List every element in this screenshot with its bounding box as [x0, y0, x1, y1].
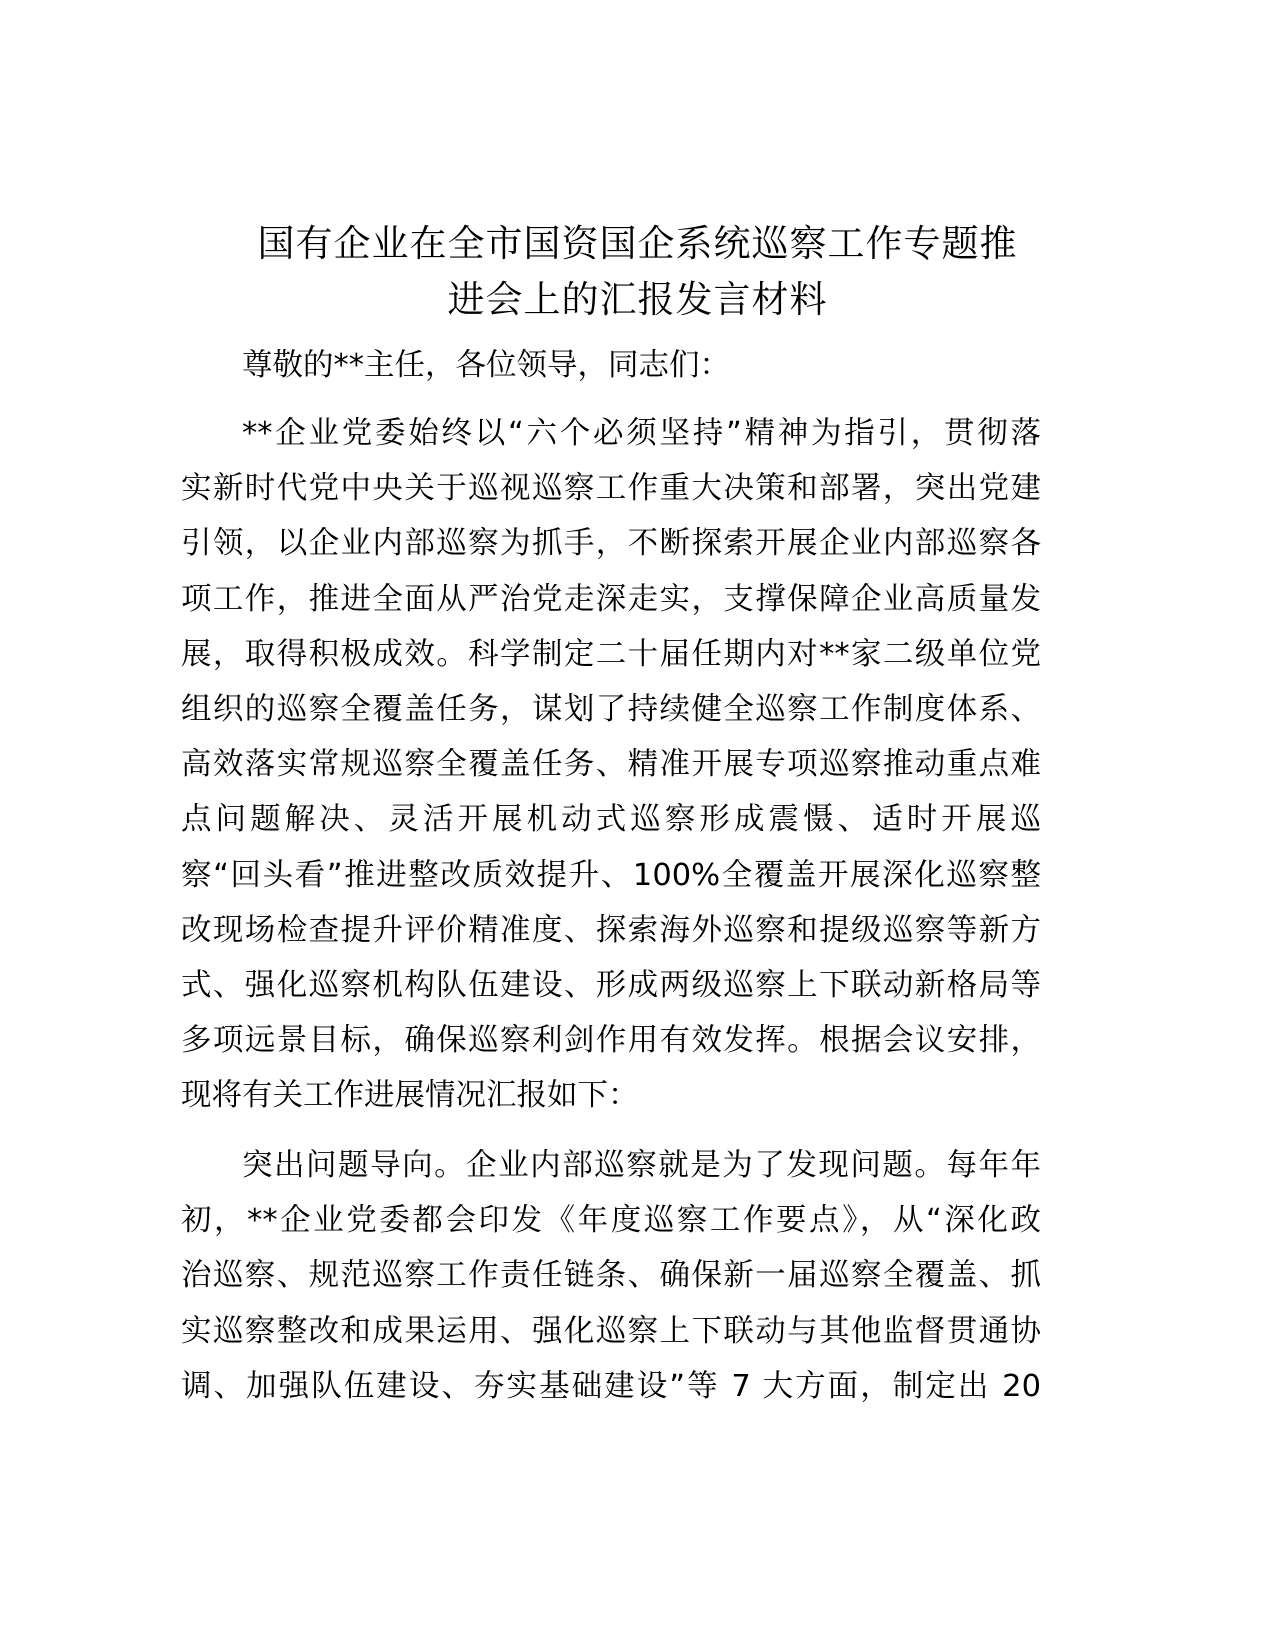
paragraph-line: 突出问题导向。企业内部巡察就是为了发现问题。每年年 [242, 1148, 1041, 1183]
paragraph-line: 式、强化巡察机构队伍建设、形成两级巡察上下联动新格局等 [181, 967, 1041, 1003]
paragraph-line: 改现场检查提升评价精准度、探索海外巡察和提级巡察等新方 [181, 912, 1041, 948]
paragraph-line: 治巡察、规范巡察工作责任链条、确保新一届巡察全覆盖、抓 [181, 1258, 1041, 1294]
greeting-paragraph [181, 338, 1041, 393]
title-line-1: 国有企业在全市国资国企系统巡察工作专题推 [257, 222, 1018, 265]
paragraph-line: 展，取得积极成效。科学制定二十届任期内对**家二级单位党 [181, 636, 1041, 672]
paragraph-line: 多项远景目标，确保巡察利剑作用有效发挥。根据会议安排， [181, 1023, 1041, 1059]
paragraph-line: 现将有关工作进展情况汇报如下： [181, 1078, 639, 1114]
paragraph-line: 调、加强队伍建设、夯实基础建设”等 7 大方面，制定出 20 [181, 1368, 1041, 1404]
paragraph-line: **企业党委始终以“六个必须坚持”精神为指引，贯彻落 [242, 416, 1041, 451]
paragraph-line: 项工作，推进全面从严治党走深走实，支撑保障企业高质量发 [181, 581, 1041, 617]
paragraph-line: 初，**企业党委都会印发《年度巡察工作要点》，从“深化政 [181, 1203, 1041, 1239]
paragraph-line: 引领，以企业内部巡察为抓手，不断探索开展企业内部巡察各 [181, 526, 1041, 562]
paragraph-line: 实新时代党中央关于巡视巡察工作重大决策和部署，突出党建 [181, 471, 1041, 507]
paragraph-line: 察“回头看”推进整改质效提升、100%全覆盖开展深化巡察整 [181, 857, 1041, 893]
greeting-line: 尊敬的**主任，各位领导，同志们： [242, 348, 730, 383]
paragraph-line: 实巡察整改和成果运用、强化巡察上下联动与其他监督贯通协 [181, 1313, 1041, 1349]
document-title [150, 216, 1125, 328]
title-line-2: 进会上的汇报发言材料 [447, 278, 828, 321]
paragraph-intro [181, 406, 1041, 1123]
paragraph-line: 组织的巡察全覆盖任务，谋划了持续健全巡察工作制度体系、 [181, 691, 1041, 727]
paragraph-line: 高效落实常规巡察全覆盖任务、精准开展专项巡察推动重点难 [181, 747, 1041, 783]
paragraph-problem-orientation [181, 1138, 1041, 1414]
paragraph-line: 点问题解决、灵活开展机动式巡察形成震慑、适时开展巡 [181, 802, 1041, 838]
